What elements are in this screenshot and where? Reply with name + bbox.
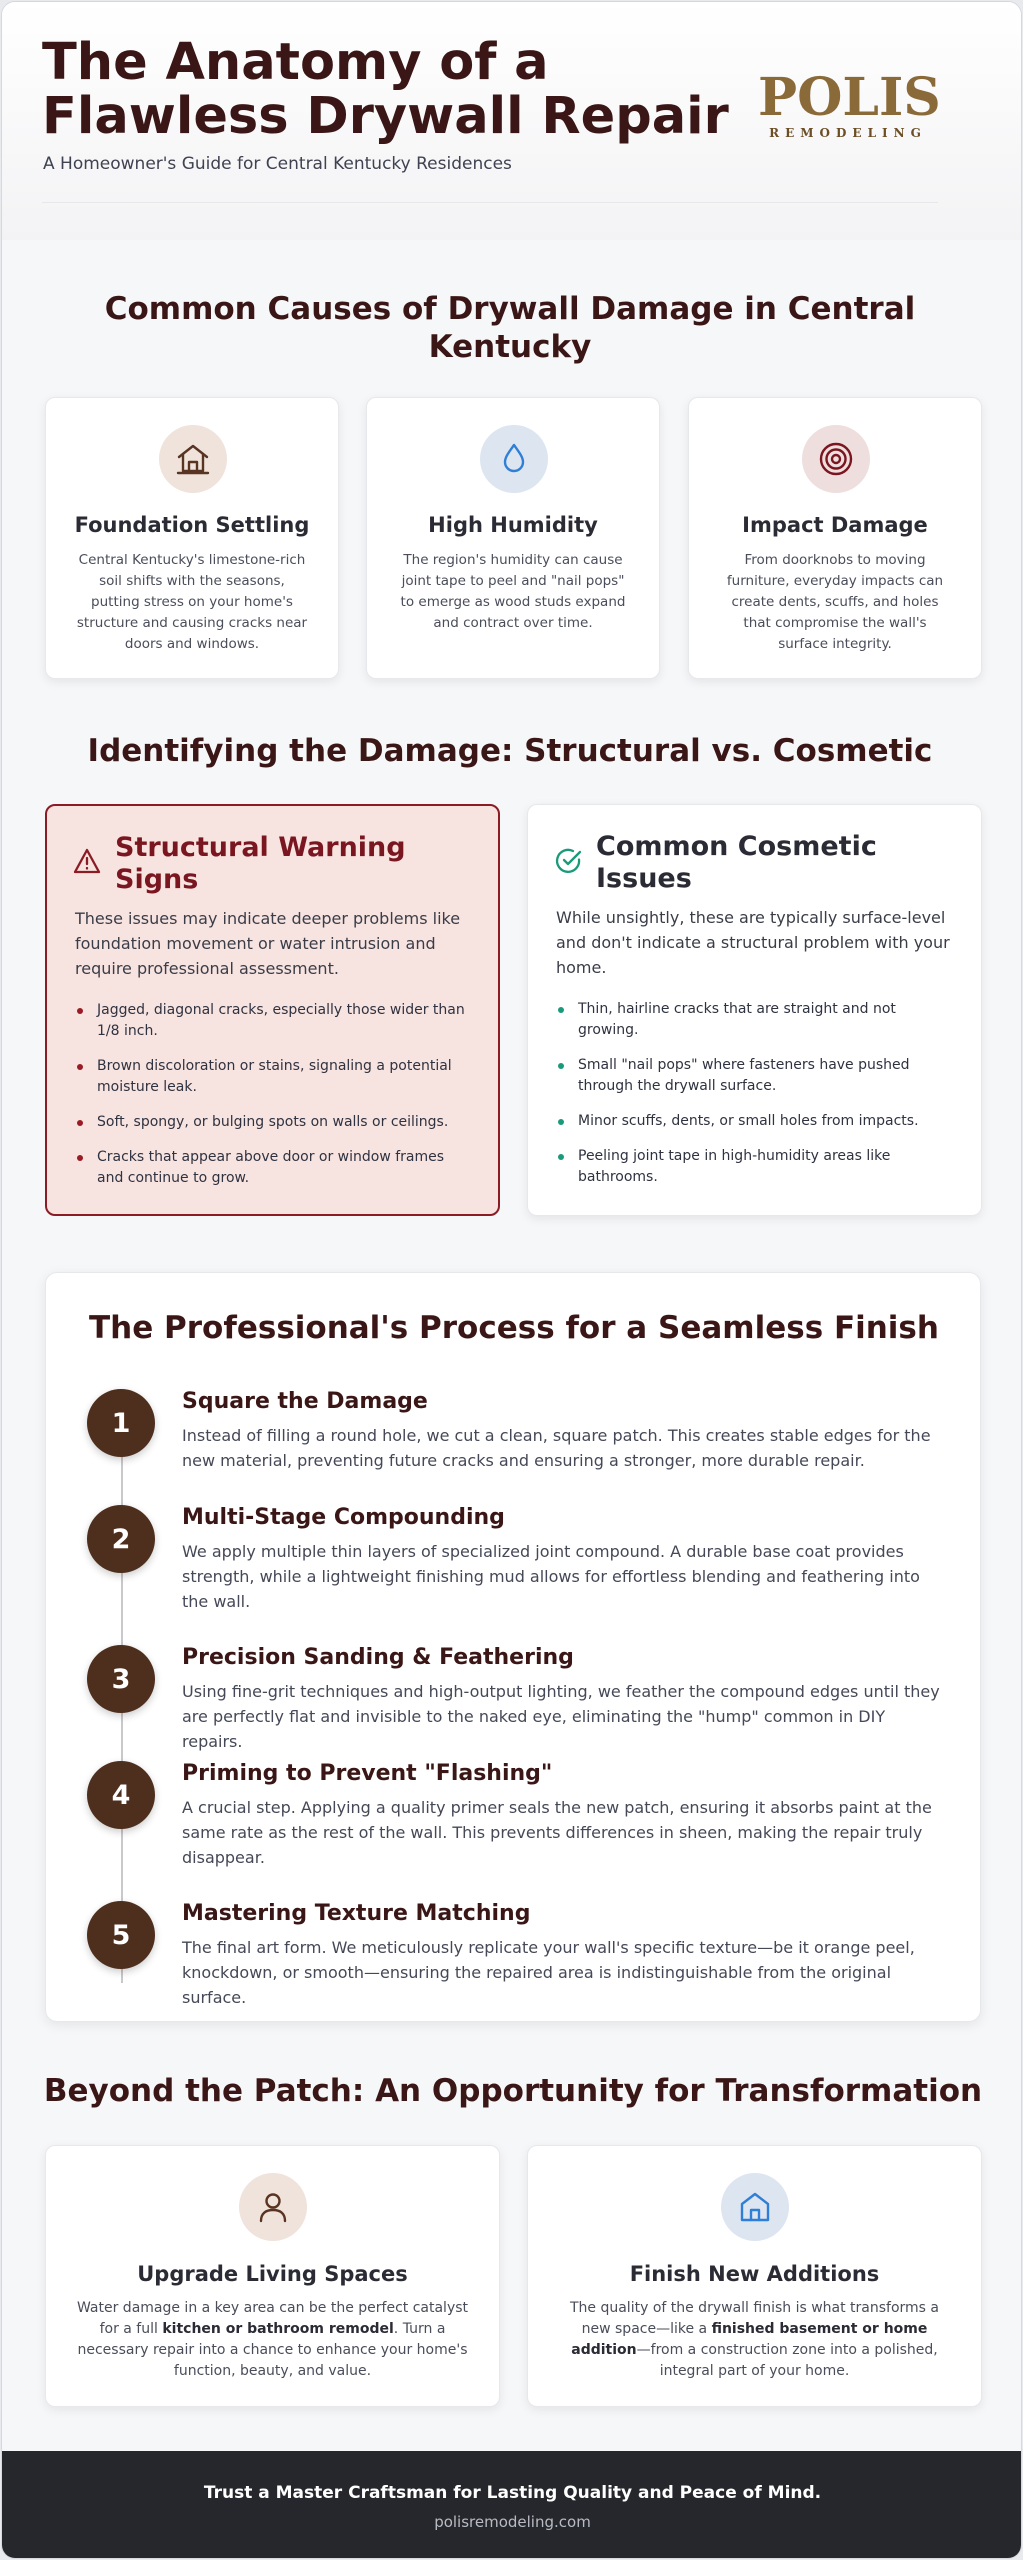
cosmetic-title: Common Cosmetic Issues — [596, 831, 877, 894]
footer — [2, 2451, 1022, 2559]
cause-title: Foundation Settling — [74, 513, 310, 537]
structural-list — [75, 1000, 470, 1203]
beyond-text — [76, 2298, 469, 2382]
footer-tagline: Trust a Master Craftsman for Lasting Quality and Peace of Mind. — [203, 2483, 822, 2503]
beyond-card-living — [45, 2145, 500, 2407]
step-text: Instead of filling a round hole, we cut a clean, square patch. This creates stable edges for the new material, preventing future cracks and ensuring a stronger, more durable repair. — [182, 1426, 931, 1470]
step-title: Multi-Stage Compounding — [182, 1505, 505, 1530]
check-circle-icon — [555, 847, 583, 879]
list-item: Small "nail pops" where fasteners have pushed through the drywall surface. — [556, 1055, 953, 1097]
home-icon — [721, 2173, 789, 2241]
header-divider — [42, 202, 938, 203]
page — [1, 1, 1022, 2559]
step-number-badge: 2 — [87, 1505, 155, 1573]
page-title: The Anatomy of a Flawless Drywall Repair — [42, 33, 729, 146]
cause-text: The region's humidity can cause joint tape to peel and "nail pops" to emerge as wood studs expand and contract over time. — [400, 552, 626, 631]
warning-triangle-icon — [73, 848, 101, 878]
structural-title: Structural Warning Signs — [115, 832, 406, 895]
text-fragment: . Turn a necessary repair into a chance to enhance your home's function, beauty, and value. — [77, 2321, 468, 2379]
step-title: Square the Damage — [182, 1389, 428, 1414]
cause-title: Impact Damage — [742, 513, 928, 537]
page-subtitle: A Homeowner's Guide for Central Kentucky Residences — [43, 154, 512, 174]
step-text: Using fine-grit techniques and high-output lighting, we feather the compound edges until they are perfectly flat and invisible to the naked eye, eliminating the "hump" common in DIY repairs. — [182, 1682, 940, 1751]
logo-wordmark: POLIS — [758, 67, 941, 128]
text-emphasis: kitchen or bathroom remodel — [162, 2321, 394, 2337]
list-item: Soft, spongy, or bulging spots on walls or ceilings. — [75, 1112, 470, 1133]
process-heading: The Professional's Process for a Seamless Finish — [89, 1310, 939, 1346]
person-icon — [239, 2173, 307, 2241]
beyond-title: Finish New Additions — [629, 2262, 880, 2286]
text-fragment: Water damage in a key area can be the perfect catalyst for a full — [76, 2300, 469, 2337]
step-text: We apply multiple thin layers of specialized joint compound. A durable base coat provides strength, while a lightweight finishing mud allows for effortless blending and feathering into the wall. — [182, 1542, 920, 1611]
text-fragment: —from a construction zone into a polished, integral part of your home. — [636, 2342, 938, 2379]
cause-card-foundation — [45, 397, 339, 679]
step-number-badge: 5 — [87, 1901, 155, 1969]
list-item: Minor scuffs, dents, or small holes from impacts. — [556, 1111, 953, 1132]
list-item: Brown discoloration or stains, signaling a potential moisture leak. — [75, 1056, 470, 1098]
identify-heading: Identifying the Damage: Structural vs. Cosmetic — [87, 733, 933, 769]
step-number-badge: 3 — [87, 1645, 155, 1713]
beyond-title: Upgrade Living Spaces — [137, 2262, 408, 2286]
list-item: Thin, hairline cracks that are straight and not growing. — [556, 999, 953, 1041]
list-item: Cracks that appear above door or window frames and continue to grow. — [75, 1147, 470, 1189]
logo-subtext: REMODELING — [769, 126, 927, 140]
cosmetic-intro: While unsightly, these are typically surface-level and don't indicate a structural problem with your home. — [556, 908, 950, 977]
beyond-text — [558, 2298, 951, 2382]
cause-card-humidity — [366, 397, 660, 679]
beyond-heading: Beyond the Patch: An Opportunity for Transformation — [43, 2073, 983, 2109]
list-item: Jagged, diagonal cracks, especially those wider than 1/8 inch. — [75, 1000, 470, 1042]
step-text: The final art form. We meticulously replicate your wall's specific texture—be it orange peel, knockdown, or smooth—ensuring the repaired area is indistinguishable from the original surface. — [182, 1938, 915, 2007]
text-emphasis: finished basement or home addition — [571, 2321, 928, 2358]
house-icon — [159, 425, 227, 493]
footer-website-link[interactable]: polisremodeling.com — [434, 2513, 591, 2531]
step-number-badge: 4 — [87, 1761, 155, 1829]
water-drop-icon — [480, 425, 548, 493]
cause-title: High Humidity — [428, 513, 598, 537]
structural-intro: These issues may indicate deeper problems like foundation movement or water intrusion and require professional assessment. — [75, 909, 461, 978]
cosmetic-issues-panel — [527, 804, 982, 1216]
causes-heading: Common Causes of Drywall Damage in Central Kentucky — [104, 291, 916, 365]
step-number-badge: 1 — [87, 1389, 155, 1457]
cause-text: From doorknobs to moving furniture, everyday impacts can create dents, scuffs, and holes that compromise the wall's surface integrity. — [726, 552, 944, 652]
step-title: Priming to Prevent "Flashing" — [182, 1761, 553, 1786]
beyond-card-additions — [527, 2145, 982, 2407]
structural-warning-panel — [45, 804, 500, 1216]
text-fragment: The quality of the drywall finish is what transforms a new space—like a — [569, 2300, 940, 2337]
step-title: Precision Sanding & Feathering — [182, 1645, 574, 1670]
cause-card-impact — [688, 397, 982, 679]
process-section — [45, 1272, 981, 2022]
brand-logo[interactable] — [758, 67, 941, 144]
step-title: Mastering Texture Matching — [182, 1901, 531, 1926]
target-icon — [802, 425, 870, 493]
step-text: A crucial step. Applying a quality primer seals the new patch, ensuring it absorbs paint at the same rate as the rest of the wall. This prevents differences in sheen, making the repair truly disappear. — [182, 1798, 932, 1867]
header — [2, 2, 1022, 240]
cause-text: Central Kentucky's limestone-rich soil shifts with the seasons, putting stress on your home's structure and causing cracks near doors and windows. — [76, 552, 308, 652]
list-item: Peeling joint tape in high-humidity areas like bathrooms. — [556, 1146, 953, 1188]
cosmetic-list — [556, 999, 953, 1202]
